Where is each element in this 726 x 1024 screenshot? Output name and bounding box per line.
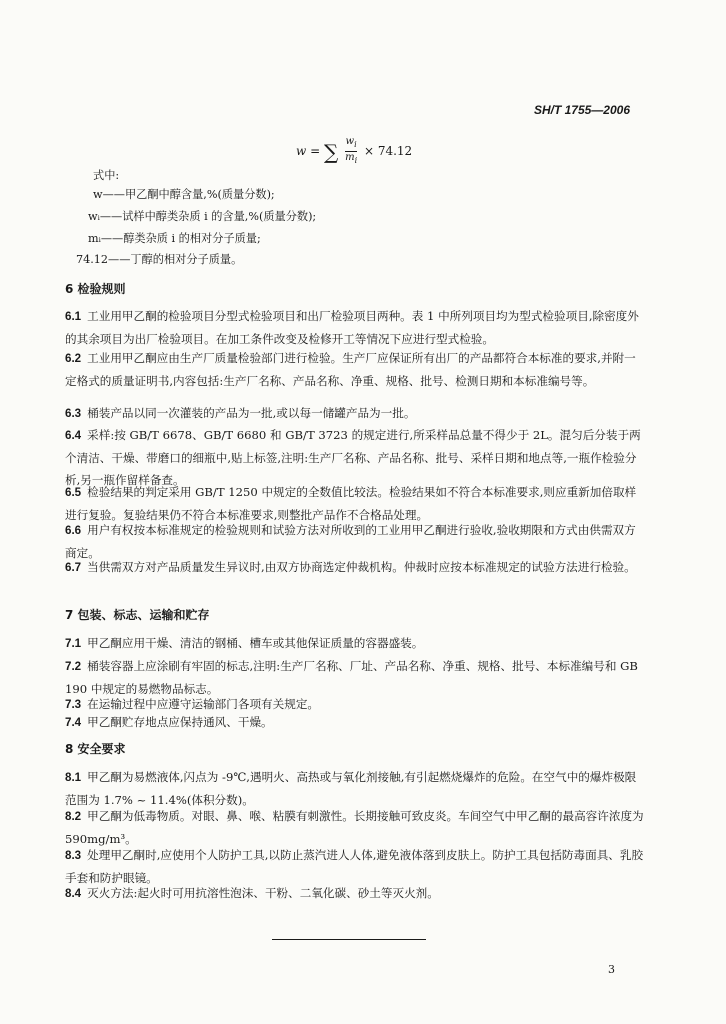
document-code: SH/T 1755—2006 [533,103,630,117]
formula-rhs: × 74.12 [363,144,413,158]
paragraph-number: 6.4 [65,429,82,442]
page-number: 3 [608,963,615,976]
paragraph-8-4 [65,882,645,905]
paragraph-text: 甲乙酮为易燃液体,闪点为 -9℃,遇明火、高热或与氧化剂接触,有引起燃烧爆炸的危险。在空气中的爆炸极限范围为 1.7% ~ 11.4%(体积分数)。 [65,770,637,807]
paragraph-text: 采样:按 GB/T 6678、GB/T 6680 和 GB/T 3723 的规定进行,所采样品总量不得少于 2L。混匀后分装于两个清洁、干燥、带磨口的细瓶中,贴上标签,注明:生产厂名称、产品名称、批号、采样日期和地点等,一瓶作检验分析,另一瓶作留样备查。 [65,428,641,487]
where-def-wi: wᵢ——试样中醇类杂质 i 的含量,%(质量分数); [88,210,317,223]
paragraph-text: 甲乙酮贮存地点应保持通风、干燥。 [87,715,273,729]
paragraph-text: 工业用甲乙酮应由生产厂质量检验部门进行检验。生产厂应保证所有出厂的产品都符合本标准的要求,并附一定格式的质量证明书,内容包括:生产厂名称、产品名称、净重、规格、批号、检测日期和本标准编号等。 [65,351,636,388]
paragraph-number: 6.5 [65,486,82,499]
paragraph-number: 6.2 [65,352,82,365]
paragraph-number: 8.1 [65,771,82,784]
paragraph-text: 甲乙酮应用干燥、清洁的钢桶、槽车或其他保证质量的容器盛装。 [87,636,424,650]
paragraph-6-2 [65,347,645,392]
paragraph-number: 8.2 [65,810,82,823]
paragraph-text: 在运输过程中应遵守运输部门各项有关规定。 [87,697,320,711]
where-intro: 式中: [93,169,120,182]
paragraph-text: 桶装产品以同一次灌装的产品为一批,或以每一储罐产品为一批。 [87,406,416,420]
formula-denominator-sub: i [354,156,358,165]
where-def-w: w——甲乙酮中醇含量,%(质量分数); [93,188,275,201]
paragraph-text: 工业用甲乙酮的检验项目分型式检验项目和出厂检验项目两种。表 1 中所列项目均为型式检验项目,除密度外的其余项目为出厂检验项目。在加工条件改变及检修开工等情况下应进行型式检验。 [65,309,639,346]
paragraph-6-3 [65,402,645,425]
paragraph-7-4 [65,711,645,734]
paragraph-number: 7.2 [65,660,82,673]
paragraph-text: 灭火方法:起火时可用抗溶性泡沫、干粉、二氧化碳、砂土等灭火剂。 [87,886,439,900]
paragraph-number: 6.7 [65,561,82,574]
formula-denominator: m [345,152,355,163]
paragraph-number: 8.4 [65,887,82,900]
paragraph-text: 甲乙酮为低毒物质。对眼、鼻、喉、粘膜有刺激性。长期接触可致皮炎。车间空气中甲乙酮的最高容许浓度为 590mg/m³。 [65,809,644,846]
paragraph-text: 用户有权按本标准规定的检验规则和试验方法对所收到的工业用甲乙酮进行验收,验收期限和方式由供需双方商定。 [65,523,636,560]
where-def-mi: mᵢ——醇类杂质 i 的相对分子质量; [88,232,261,245]
paragraph-number: 7.3 [65,698,82,711]
paragraph-7-1 [65,632,645,655]
formula-numerator-sub: i [354,140,357,149]
formula [296,136,412,167]
section-7-heading: 7 包装、标志、运输和贮存 [65,608,210,622]
section-8-heading: 8 安全要求 [65,742,126,756]
paragraph-number: 6.6 [65,524,82,537]
paragraph-number: 7.4 [65,716,82,729]
formula-sum-symbol: ∑ [323,140,339,164]
paragraph-text: 桶装容器上应涂刷有牢固的标志,注明:生产厂名称、厂址、产品名称、净重、规格、批号、本标准编号和 GB 190 中规定的易燃物品标志。 [65,659,638,696]
paragraph-number: 7.1 [65,637,82,650]
where-def-7412: 74.12——丁醇的相对分子质量。 [76,253,243,266]
paragraph-text: 处理甲乙酮时,应使用个人防护工具,以防止蒸汽进人人体,避免液体落到皮肤上。防护工具包括防毒面具、乳胶手套和防护眼镜。 [65,848,644,885]
formula-fraction [345,136,357,167]
paragraph-number: 6.1 [65,310,82,323]
formula-lhs: w = [296,144,321,158]
paragraph-text: 检验结果的判定采用 GB/T 1250 中规定的全数值比较法。检验结果如不符合本标准要求,则应重新加倍取样进行复验。复验结果仍不符合本标准要求,则整批产品作不合格品处理。 [65,485,637,522]
paragraph-number: 6.3 [65,407,82,420]
formula-numerator: w [345,136,355,147]
paragraph-6-1 [65,305,645,350]
paragraph-number: 8.3 [65,849,82,862]
end-of-document-rule [272,939,426,940]
paragraph-6-7 [65,556,645,579]
section-6-heading: 6 检验规则 [65,282,126,296]
paragraph-text: 当供需双方对产品质量发生异议时,由双方协商选定仲裁机构。仲裁时应按本标准规定的试验方法进行检验。 [87,560,636,574]
